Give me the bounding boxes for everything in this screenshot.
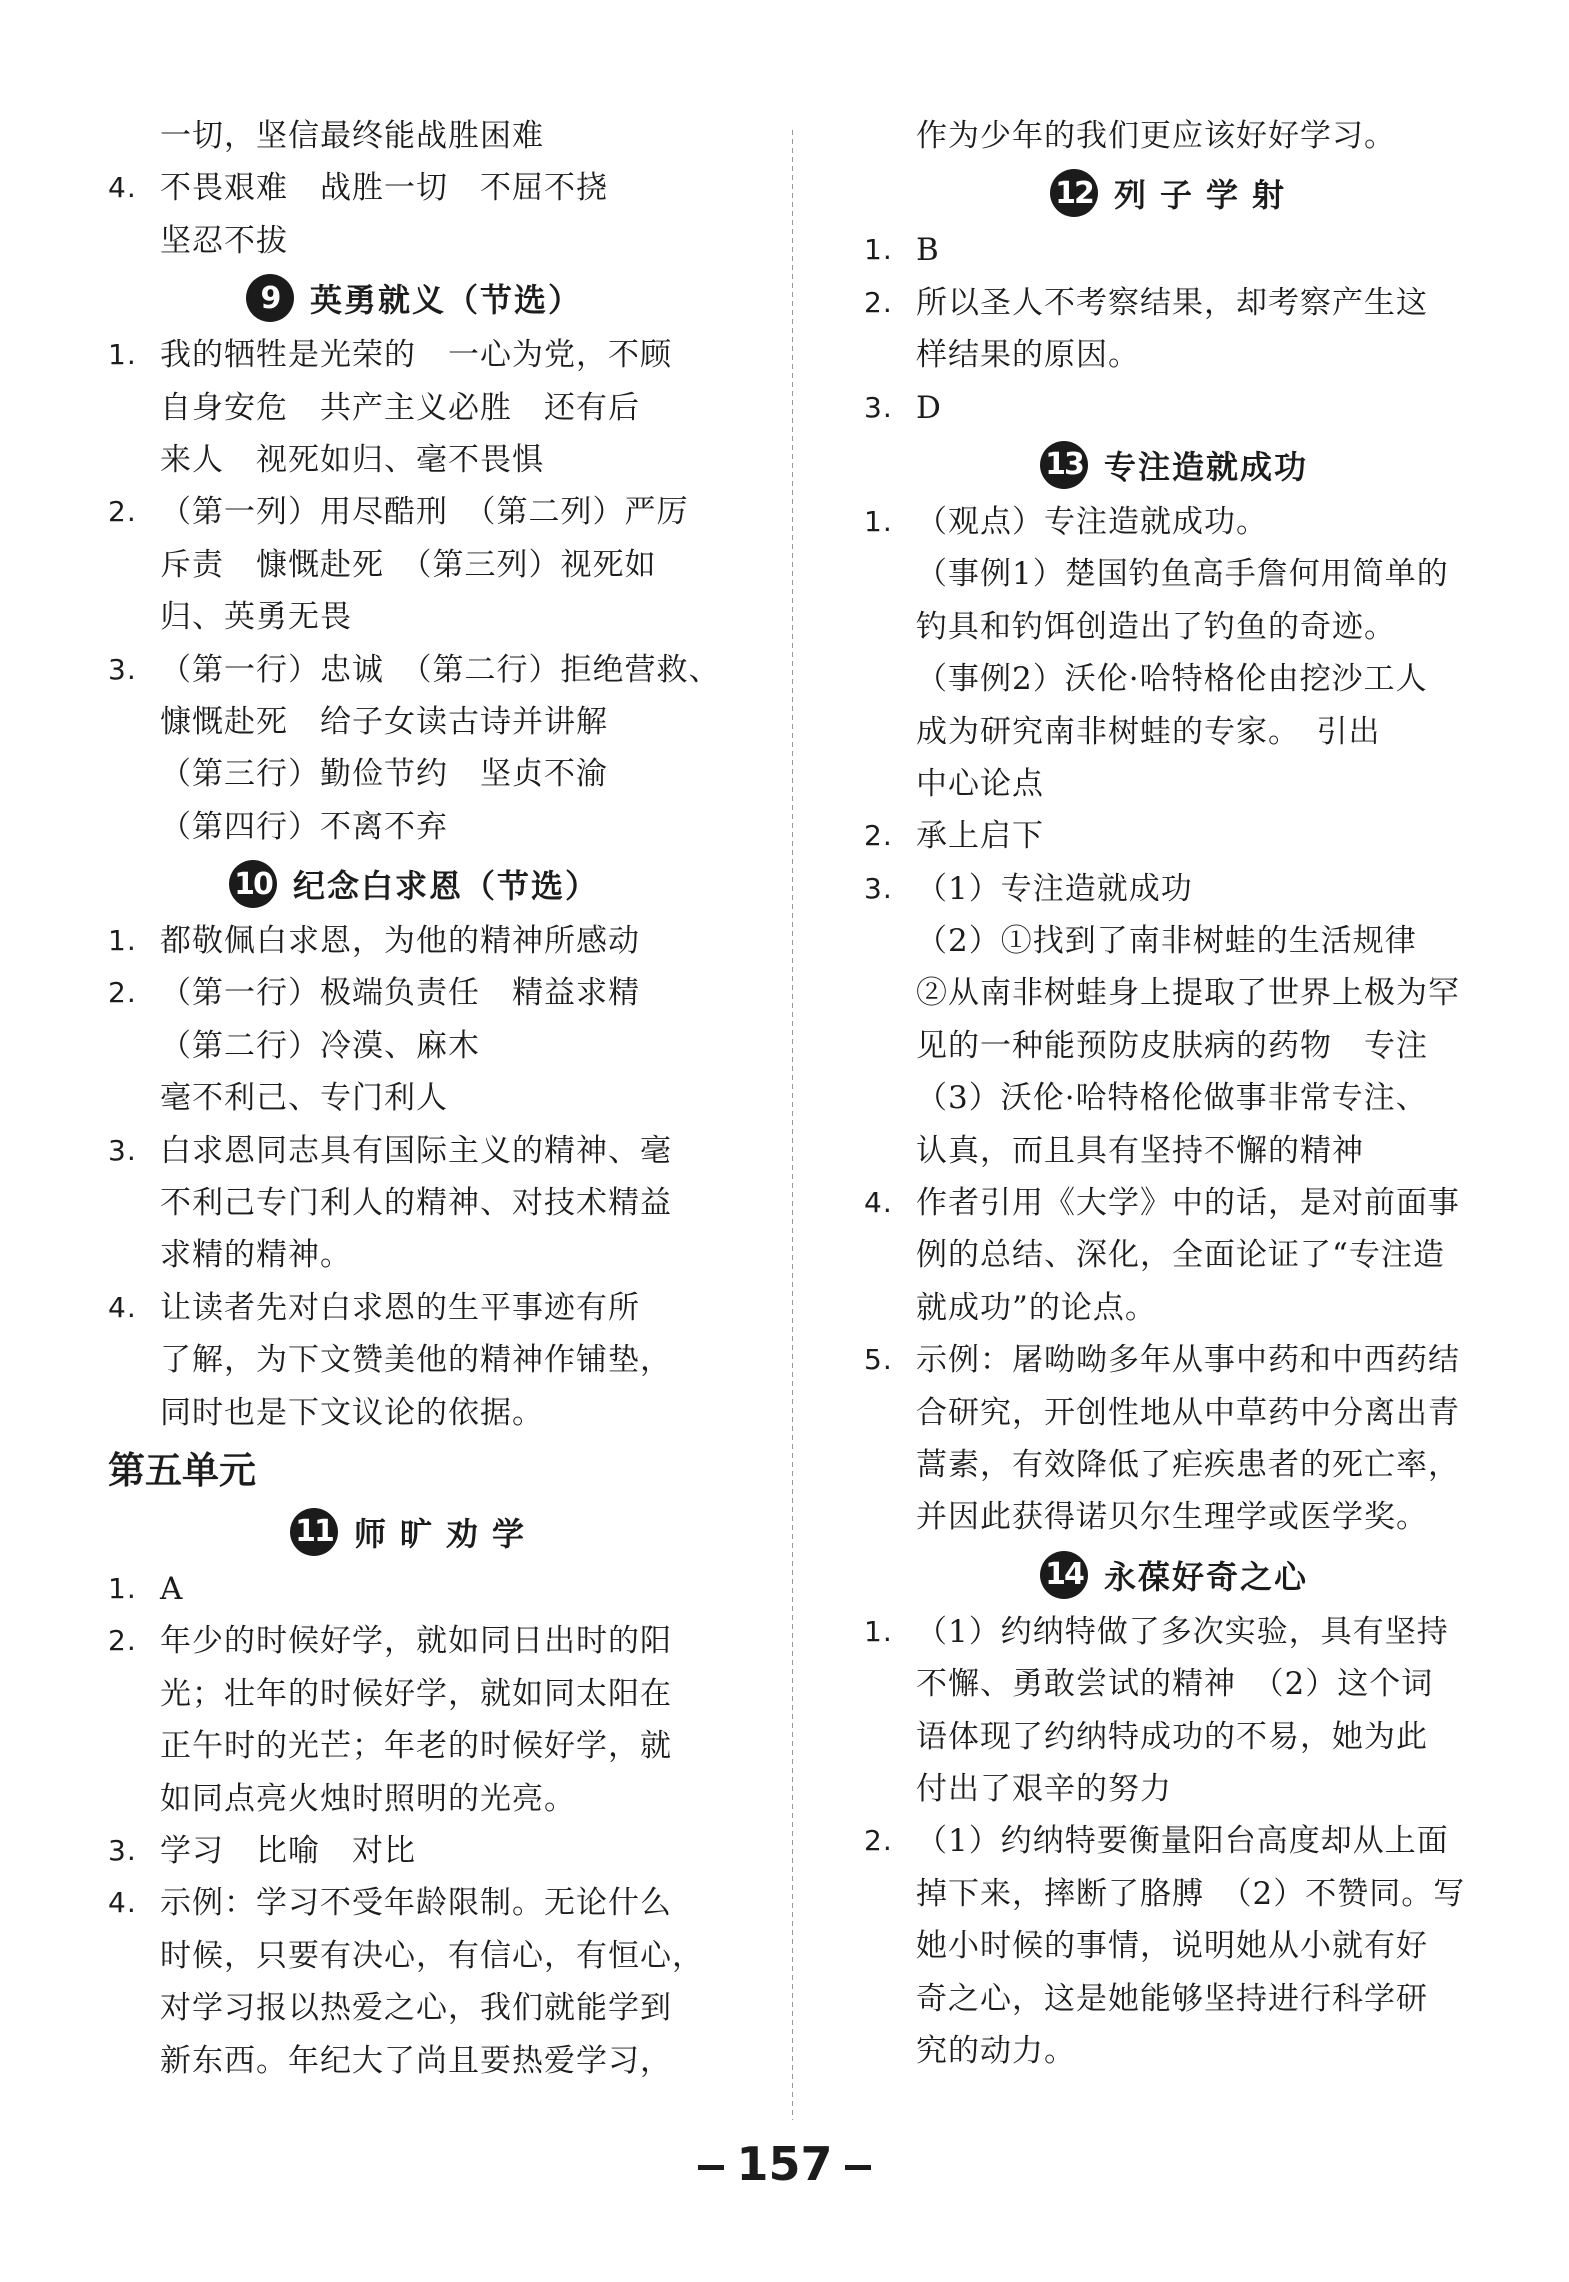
answer-continuation <box>108 2035 720 2087</box>
answer-text: 光；壮年的时候好学，就如同太阳在 <box>160 1675 672 1712</box>
answer-text: 求精的精神。 <box>160 1237 352 1274</box>
answer-continuation <box>864 915 1484 967</box>
answer-number: 3. <box>864 390 893 424</box>
answer-number: 3. <box>108 1833 137 1867</box>
answer-text: 作者引用《大学》中的话，是对前面事 <box>916 1185 1460 1222</box>
answer-item <box>108 967 720 1019</box>
answer-continuation <box>108 1229 720 1281</box>
answer-continuation <box>864 329 1484 381</box>
answer-text: 坚忍不拔 <box>160 222 288 259</box>
answer-text: 语体现了约纳特成功的不易，她为此 <box>916 1718 1428 1755</box>
answer-text: （第一行）极端负责任 精益求精 <box>160 975 640 1012</box>
answer-continuation <box>864 1282 1484 1334</box>
lesson-heading <box>108 1501 720 1563</box>
answer-continuation <box>864 1658 1484 1710</box>
answer-continuation <box>864 653 1484 705</box>
answer-text: 新东西。年纪大了尚且要热爱学习， <box>160 2042 672 2079</box>
answer-continuation <box>864 110 1484 162</box>
answer-text: （观点）专注造就成功。 <box>916 503 1268 540</box>
answer-item <box>108 162 720 214</box>
answer-continuation <box>108 1387 720 1439</box>
answer-number: 3. <box>108 652 137 686</box>
answer-item <box>864 1606 1484 1658</box>
answer-text: A <box>160 1570 184 1607</box>
answer-text: 毫不利己、专门利人 <box>160 1080 448 1117</box>
answer-text: B <box>916 232 940 269</box>
answer-number: 2. <box>864 285 893 319</box>
answer-continuation <box>108 539 720 591</box>
answer-text: 奇之心，这是她能够坚持进行科学研 <box>916 1980 1428 2017</box>
left-column <box>108 110 720 2087</box>
column-divider <box>792 130 793 2120</box>
answer-text: 归、英勇无畏 <box>160 599 352 636</box>
lesson-title: 纪念白求恩（节选） <box>292 867 599 906</box>
answer-continuation <box>864 1763 1484 1815</box>
answer-number: 4. <box>108 171 137 205</box>
lesson-title: 列子学射 <box>1113 176 1298 215</box>
answer-item <box>864 277 1484 329</box>
answer-continuation <box>108 1982 720 2034</box>
answer-text: （第四行）不离不弃 <box>160 808 448 845</box>
lesson-title: 英勇就义（节选） <box>309 281 582 320</box>
answer-continuation <box>108 801 720 853</box>
answer-continuation <box>864 1711 1484 1763</box>
answer-text: 样结果的原因。 <box>916 337 1140 374</box>
answer-continuation <box>108 591 720 643</box>
answer-text: 并因此获得诺贝尔生理学或医学奖。 <box>916 1499 1428 1536</box>
answer-continuation <box>864 1229 1484 1281</box>
lesson-heading <box>108 853 720 915</box>
answer-text: 我的牺牲是光荣的 一心为党，不顾 <box>160 337 672 374</box>
answer-number: 1. <box>864 233 893 267</box>
answer-text: 示例：学习不受年龄限制。无论什么 <box>160 1885 672 1922</box>
answer-item <box>108 1282 720 1334</box>
answer-item <box>108 1825 720 1877</box>
answer-text: 学习 比喻 对比 <box>160 1832 416 1869</box>
answer-continuation <box>864 1491 1484 1543</box>
answer-text: 让读者先对白求恩的生平事迹有所 <box>160 1289 640 1326</box>
answer-number: 4. <box>864 1186 893 1220</box>
answer-text: 承上启下 <box>916 818 1044 855</box>
answer-continuation <box>864 1868 1484 1920</box>
answer-number: 1. <box>108 1571 137 1605</box>
answer-text: 认真，而且具有坚持不懈的精神 <box>916 1132 1364 1169</box>
answer-text: 正午时的光芒；年老的时候好学，就 <box>160 1728 672 1765</box>
unit-heading: 第五单元 <box>108 1447 256 1492</box>
lesson-title: 专注造就成功 <box>1103 447 1308 486</box>
answer-number: 2. <box>864 819 893 853</box>
lesson-heading <box>108 267 720 329</box>
answer-number: 5. <box>864 1343 893 1377</box>
answer-text: （第二行）冷漠、麻木 <box>160 1027 480 1064</box>
answer-item <box>864 496 1484 548</box>
answer-item <box>864 1177 1484 1229</box>
lesson-title: 永葆好奇之心 <box>1103 1557 1308 1596</box>
answer-text: 都敬佩白求恩，为他的精神所感动 <box>160 923 640 960</box>
answer-continuation <box>108 110 720 162</box>
answer-number: 1. <box>864 504 893 538</box>
answer-text: 付出了艰辛的努力 <box>916 1770 1172 1807</box>
answer-number: 1. <box>864 1614 893 1648</box>
lesson-number-badge: 12 <box>1050 169 1098 217</box>
answer-continuation <box>108 1177 720 1229</box>
answer-text: 如同点亮火烛时照明的光亮。 <box>160 1780 576 1817</box>
answer-text: 掉下来，摔断了胳膊 （2）不赞同。写 <box>916 1875 1466 1912</box>
answer-number: 4. <box>108 1886 137 1920</box>
answer-continuation <box>108 1334 720 1386</box>
answer-number: 3. <box>864 871 893 905</box>
answer-text: （2）①找到了南非树蛙的生活规律 <box>916 923 1417 960</box>
answer-continuation <box>864 1387 1484 1439</box>
answer-continuation <box>108 1773 720 1825</box>
answer-text: 了解，为下文赞美他的精神作铺垫， <box>160 1342 672 1379</box>
answer-item <box>864 863 1484 915</box>
answer-continuation <box>108 434 720 486</box>
answer-text: 年少的时候好学，就如同日出时的阳 <box>160 1623 672 1660</box>
answer-number: 2. <box>108 495 137 529</box>
answer-number: 3. <box>108 1133 137 1167</box>
answer-item <box>108 915 720 967</box>
answer-continuation <box>864 1125 1484 1177</box>
page-number-dash-left <box>698 2165 724 2170</box>
answer-text: 时候，只要有决心，有信心，有恒心， <box>160 1937 704 1974</box>
answer-text: 成为研究南非树蛙的专家。 引出 <box>916 713 1381 750</box>
answer-item <box>864 224 1484 276</box>
answer-text: 自身安危 共产主义必胜 还有后 <box>160 389 640 426</box>
answer-text: 慷慨赴死 给子女读古诗并讲解 <box>160 703 608 740</box>
answer-text: 合研究，开创性地从中草药中分离出青 <box>916 1394 1460 1431</box>
answer-text: 中心论点 <box>916 765 1044 802</box>
answer-continuation <box>864 1072 1484 1124</box>
answer-item <box>864 810 1484 862</box>
answer-item <box>108 1877 720 1929</box>
lesson-number-badge: 13 <box>1040 441 1088 489</box>
answer-continuation <box>108 1668 720 1720</box>
page-number-value: 157 <box>736 2137 833 2191</box>
answer-text: 蒿素，有效降低了疟疾患者的死亡率， <box>916 1446 1460 1483</box>
answer-text: 究的动力。 <box>916 2032 1076 2069</box>
lesson-title: 师旷劝学 <box>353 1514 538 1553</box>
answer-number: 2. <box>864 1824 893 1858</box>
answer-text: 不懈、勇敢尝试的精神 （2）这个词 <box>916 1666 1434 1703</box>
answer-text: 钓具和钓饵创造出了钓鱼的奇迹。 <box>916 608 1396 645</box>
answer-text: 白求恩同志具有国际主义的精神、毫 <box>160 1132 672 1169</box>
answer-text: 对学习报以热爱之心，我们就能学到 <box>160 1990 672 2027</box>
lesson-heading <box>864 162 1484 224</box>
answer-number: 2. <box>108 1624 137 1658</box>
answer-text: 作为少年的我们更应该好好学习。 <box>916 118 1396 154</box>
lesson-number-badge: 10 <box>229 860 277 908</box>
answer-item <box>864 1815 1484 1867</box>
lesson-number-badge: 14 <box>1040 1551 1088 1599</box>
answer-continuation <box>108 696 720 748</box>
answer-text: （1）专注造就成功 <box>916 870 1193 907</box>
lesson-number-badge: 9 <box>246 274 294 322</box>
answer-continuation <box>864 548 1484 600</box>
page-number-dash-right <box>845 2165 871 2170</box>
answer-text: 不利己专门利人的精神、对技术精益 <box>160 1185 672 1222</box>
answer-text: 斥责 慷慨赴死 （第三列）视死如 <box>160 546 657 583</box>
answer-text: （事例2）沃伦·哈特格伦由挖沙工人 <box>916 661 1428 698</box>
answer-continuation <box>864 967 1484 1019</box>
answer-text: 她小时候的事情，说明她从小就有好 <box>916 1928 1428 1965</box>
answer-text: 来人 视死如归、毫不畏惧 <box>160 441 544 478</box>
answer-continuation <box>864 1020 1484 1072</box>
answer-text: 示例：屠呦呦多年从事中药和中西药结 <box>916 1342 1460 1379</box>
answer-continuation <box>864 1439 1484 1491</box>
answer-continuation <box>864 2025 1484 2077</box>
answer-text: （1）约纳特要衡量阳台高度却从上面 <box>916 1823 1449 1860</box>
answer-item <box>108 1615 720 1667</box>
answer-continuation <box>108 382 720 434</box>
answer-text: 见的一种能预防皮肤病的药物 专注 <box>916 1027 1428 1064</box>
answer-text: （事例1）楚国钓鱼高手詹何用简单的 <box>916 556 1449 593</box>
answer-continuation <box>108 1930 720 1982</box>
answer-text: 一切，坚信最终能战胜困难 <box>160 118 544 154</box>
answer-continuation <box>108 1720 720 1772</box>
answer-continuation <box>108 748 720 800</box>
answer-text: （1）约纳特做了多次实验，具有坚持 <box>916 1613 1449 1650</box>
answer-text: ②从南非树蛙身上提取了世界上极为罕 <box>916 975 1460 1012</box>
answer-item <box>864 382 1484 434</box>
answer-number: 4. <box>108 1290 137 1324</box>
answer-item <box>108 1563 720 1615</box>
answer-text: 不畏艰难 战胜一切 不屈不挠 <box>160 170 608 207</box>
answer-number: 2. <box>108 976 137 1010</box>
answer-continuation <box>864 601 1484 653</box>
answer-continuation <box>864 1973 1484 2025</box>
answer-item <box>864 1334 1484 1386</box>
answer-continuation <box>108 1072 720 1124</box>
answer-text: 就成功”的论点。 <box>916 1289 1157 1326</box>
answer-item <box>108 329 720 381</box>
answer-item <box>108 486 720 538</box>
lesson-number-badge: 11 <box>290 1508 338 1556</box>
answer-text: 例的总结、深化，全面论证了“专注造 <box>916 1237 1445 1274</box>
answer-text: （3）沃伦·哈特格伦做事非常专注、 <box>916 1080 1428 1117</box>
answer-item <box>108 1125 720 1177</box>
answer-number: 1. <box>108 924 137 958</box>
answer-text: （第一列）用尽酷刑 （第二列）严厉 <box>160 494 689 531</box>
page-number <box>0 2137 1569 2191</box>
answer-continuation <box>864 758 1484 810</box>
answer-continuation <box>864 1920 1484 1972</box>
lesson-heading <box>864 1544 1484 1606</box>
answer-continuation <box>108 215 720 267</box>
answer-text: 所以圣人不考察结果，却考察产生这 <box>916 284 1428 321</box>
answer-continuation <box>108 1020 720 1072</box>
right-column <box>864 110 1484 2077</box>
answer-continuation <box>864 706 1484 758</box>
answer-item <box>108 644 720 696</box>
answer-text: 同时也是下文议论的依据。 <box>160 1394 544 1431</box>
answer-text: （第三行）勤俭节约 坚贞不渝 <box>160 756 608 793</box>
answer-text: D <box>916 389 942 426</box>
answer-number: 1. <box>108 338 137 372</box>
answer-text: （第一行）忠诚 （第二行）拒绝营救、 <box>160 651 721 688</box>
lesson-heading <box>864 434 1484 496</box>
